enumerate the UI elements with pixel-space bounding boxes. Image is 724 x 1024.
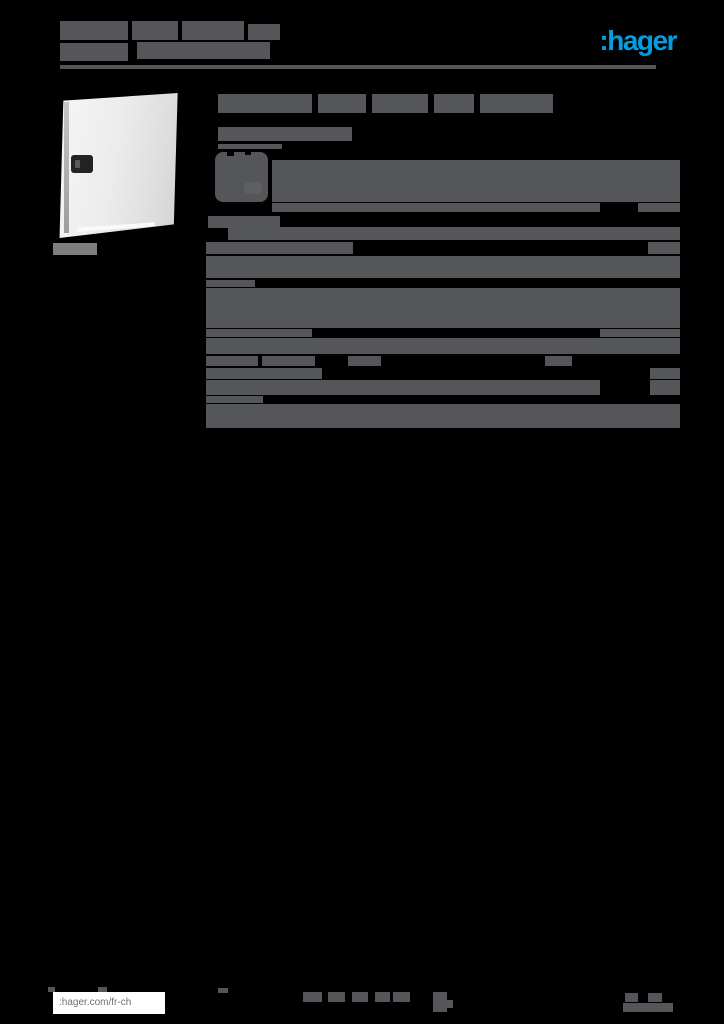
intro-paragraph-redacted: [272, 160, 680, 202]
footer-text-redacted: [375, 992, 390, 1002]
footer-text-redacted: [445, 1000, 453, 1008]
header-subtitle-redacted: [60, 43, 128, 61]
spec-cell-redacted: [348, 356, 381, 366]
spec-label-redacted: [206, 329, 312, 337]
spec-value-redacted: [638, 203, 680, 212]
footer-text-redacted: [352, 992, 368, 1002]
product-subtitle-redacted: [218, 127, 352, 141]
header-title-redacted: [132, 21, 178, 40]
header-title-redacted: [248, 24, 280, 40]
spec-label-redacted: [206, 242, 353, 254]
door-edge: [64, 102, 69, 233]
pictogram-detail: [244, 182, 262, 194]
product-title-redacted: [218, 94, 312, 113]
spec-label-redacted: [206, 396, 263, 403]
spec-row-redacted: [228, 227, 680, 240]
footer-text-redacted: [393, 992, 410, 1002]
spec-cell-redacted: [206, 356, 258, 366]
spec-block-redacted: [206, 404, 680, 428]
spec-cell-redacted: [262, 356, 315, 366]
door-lock-handle: [71, 155, 93, 173]
product-pictogram-icon: [215, 152, 268, 202]
page-indicator-redacted: [648, 993, 662, 1002]
footer-text-redacted: [303, 992, 322, 1002]
footer-website-box[interactable]: [53, 992, 165, 1014]
footer-tick: [218, 988, 228, 993]
spec-block-redacted: [206, 288, 680, 328]
intro-paragraph-redacted: [272, 203, 600, 212]
product-title-redacted: [372, 94, 428, 113]
spec-value-redacted: [650, 380, 680, 395]
product-image: [57, 87, 184, 238]
header-title-redacted: [60, 21, 128, 40]
page-indicator-redacted: [625, 993, 638, 1002]
spec-value-redacted: [650, 368, 680, 379]
product-reference-redacted: [53, 243, 97, 255]
product-title-redacted: [318, 94, 366, 113]
product-subtitle-redacted: [218, 144, 282, 149]
footer-website-link[interactable]: :hager.com/fr-ch: [59, 997, 132, 1008]
spec-block-redacted: [206, 338, 680, 354]
spec-block-redacted: [206, 380, 600, 395]
spec-value-redacted: [648, 242, 680, 254]
spec-cell-redacted: [545, 356, 572, 366]
pictogram-detail: [245, 150, 251, 155]
footer-text-redacted: [328, 992, 345, 1002]
spec-label-redacted: [206, 280, 255, 287]
header-divider: [60, 65, 656, 69]
pictogram-detail: [227, 150, 234, 156]
spec-label-redacted: [206, 368, 322, 379]
spec-block-redacted: [206, 256, 680, 278]
lock-detail: [75, 160, 80, 168]
product-title-redacted: [480, 94, 553, 113]
door-bottom-highlight: [77, 222, 155, 231]
product-title-redacted: [434, 94, 474, 113]
header-title-redacted: [182, 21, 244, 40]
hager-logo: :hager: [599, 25, 676, 56]
page-indicator-redacted: [623, 1003, 673, 1012]
spec-value-redacted: [600, 329, 680, 337]
header-subtitle-redacted: [137, 42, 270, 59]
